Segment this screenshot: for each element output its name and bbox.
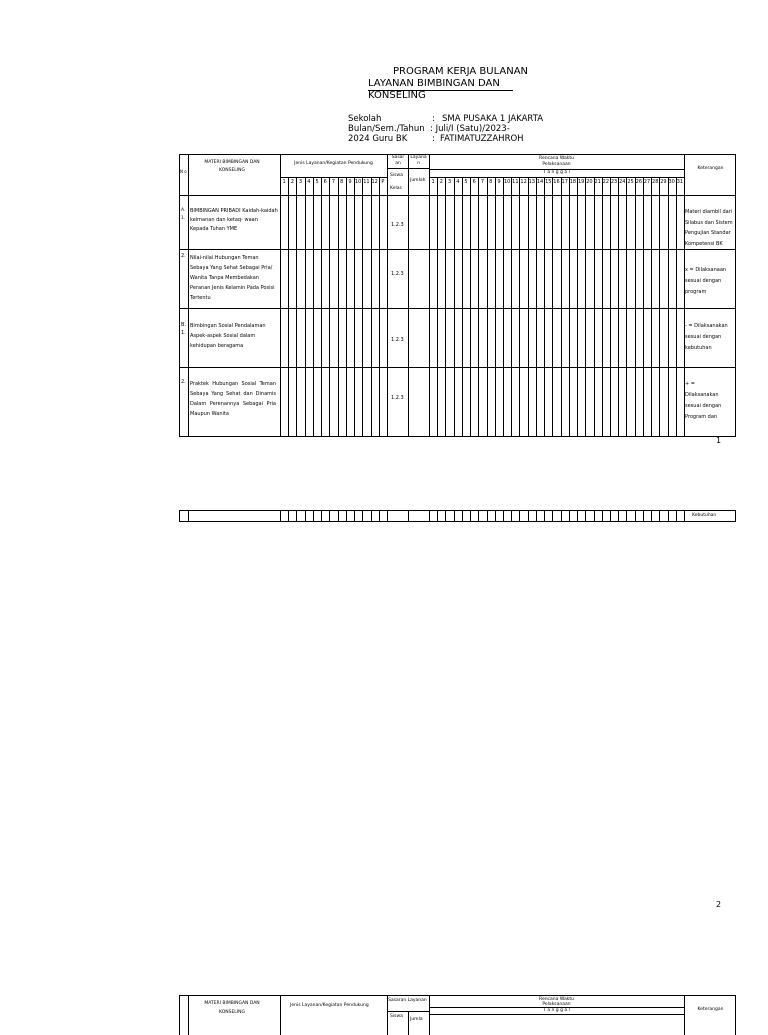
grid-line [495,511,496,521]
col-keterangan-label: Keterangan [697,166,724,171]
day-number: 3 [298,179,303,185]
grid-line [594,511,595,521]
grid-line [503,177,504,436]
day-number: 10 [503,179,511,185]
grid-line [577,177,578,436]
day-number: 9 [497,179,501,185]
grid-line [329,177,330,436]
grid-line [346,177,347,436]
day-number: 11 [363,179,370,185]
day-number: 12 [520,179,527,185]
grid-line [668,511,669,521]
row-4-keterangan: + = Dilaksanakan sesuai dengan Program dan [685,381,722,420]
grid-line [643,177,644,436]
grid-line [519,511,520,521]
day-number: 27 [643,179,651,185]
grid-line [626,177,627,436]
grid-line [379,511,380,521]
day-number: 4 [456,179,460,185]
day-number: 13 [528,179,535,185]
grid-line [544,177,545,436]
page-number-1: 1 [716,436,722,445]
day-number: 7 [480,179,485,185]
day-number: 10 [354,179,362,185]
row-4-no: 2. [181,379,186,385]
page2-col-sasaran-label: Sasaran Layanan [388,998,427,1003]
day-number: 4 [307,179,311,185]
day-number: 8 [489,179,493,185]
grid-line [462,511,463,521]
col-no-label: N o [180,169,187,174]
grid-line [487,511,488,521]
grid-line [338,177,339,436]
day-number: 16 [553,179,560,185]
grid-line [643,511,644,521]
guru-value: FATIMATUZZAHROH [440,134,524,144]
grid-line [454,511,455,521]
grid-line [668,177,669,436]
day-number: 11 [512,179,519,185]
grid-line [305,511,306,521]
grid-line [470,511,471,521]
grid-line [321,177,322,436]
grid-line [511,511,512,521]
guru-sep: : [432,134,435,144]
grid-line [288,177,289,436]
grid-line [561,177,562,436]
page2-col-siswa-label: Siswa [390,1014,403,1019]
grid-line [354,511,355,521]
col-rencana-label: Rencana Waktu Pelaksanaan [539,156,574,167]
row-1-materi: BIMBINGAN PRIBADI Kaidah-kaidah keimanan dan ketaq- waan Kepada Tuhan YME [190,208,278,232]
grid-line [470,177,471,436]
row-4-materi: Praktek Hubungan Sosial Teman Sebaya Yang Sehat dan Dinamis Dalam Perenannya Sebagai Pria Maupun Wanita [190,381,276,417]
day-number: 2 [439,179,443,185]
document-subtitle-line2: KONSELING [368,90,426,101]
grid-line [338,511,339,521]
grid-line [519,177,520,436]
page2-col-keterangan-label: Keterangan [697,1007,724,1012]
sekolah-sep: : [432,114,435,124]
grid-line [354,177,355,436]
grid-line [495,177,496,436]
grid-line [346,511,347,521]
day-number: 28 [652,179,659,185]
row-4-kelas: 1.2.3 [391,395,404,401]
grid-line [635,511,636,521]
row-3-kelas: 1.2.3 [391,337,404,343]
grid-line [610,177,611,436]
sekolah-value: SMA PUSAKA 1 JAKARTA [442,114,544,124]
grid-line [585,511,586,521]
day-number: 31 [676,179,684,185]
continuation-keterangan: Kebutuhan [692,513,717,518]
day-number: 12 [371,179,378,185]
row-3-no: B. 1. [181,322,187,336]
grid-line [296,177,297,436]
day-number: 6 [472,179,476,185]
grid-line [313,511,314,521]
grid-line [585,177,586,436]
day-number: 5 [464,179,468,185]
grid-line [552,511,553,521]
grid-line [618,177,619,436]
col-siswa-label: Siswa Kelas [390,173,403,191]
grid-line [635,177,636,436]
grid-line [536,511,537,521]
row-2-kelas: 1.2.3 [391,271,404,277]
program-table [179,154,736,437]
bulan-label: Bulan/Sem./Tahun [348,124,425,134]
grid-line [602,177,603,436]
page2-table [179,995,736,1035]
day-number: 20 [586,179,593,185]
day-number: 24 [619,179,626,185]
day-number: 23 [610,179,618,185]
day-number: P [381,179,385,185]
grid-line [288,511,289,521]
day-number: 7 [331,179,336,185]
day-number: 25 [627,179,634,185]
grid-line [544,511,545,521]
row-1-no: A. 1. [181,208,186,221]
page2-col-jumlah-label: Jumla [410,1017,423,1022]
row-3-materi: Bimbingan Sosial Pendalaman Aspek-aspek Sosial dalam kehidupan beragama [190,323,266,349]
grid-line [478,511,479,521]
grid-line [626,511,627,521]
col-sasaran-label: Sasar an [391,155,405,166]
grid-line [561,511,562,521]
day-number: 8 [340,179,344,185]
day-number: 1 [431,179,435,185]
col-jumlah-label: Jumlah [410,178,426,183]
day-number: 6 [323,179,327,185]
day-number: 19 [577,179,585,185]
grid-line [676,177,677,436]
day-number: 18 [569,179,577,185]
document-title: PROGRAM KERJA BULANAN [393,66,529,77]
day-number: 5 [315,179,319,185]
page2-col-tanggal-label: T a n g g a l [543,1008,570,1013]
grid-line [676,511,677,521]
day-number: 29 [660,179,667,185]
day-number: 3 [447,179,452,185]
grid-line [487,177,488,436]
guru-line: 2024 Guru BK [348,134,408,144]
day-number: 22 [602,179,610,185]
row-2-keterangan: x = Dilaksanaan sesuai dengan program [685,267,727,295]
grid-line [362,177,363,436]
page2-col-materi-label: MATERI BIMBINGAN DAN KONSELING [204,1001,260,1015]
col-materi-label: MATERI BIMBINGAN DAN KONSELING [204,160,260,173]
day-number: 17 [561,179,568,185]
grid-line [445,511,446,521]
grid-line [437,511,438,521]
day-number: 2 [290,179,294,185]
grid-line [651,177,652,436]
grid-line [379,177,380,436]
day-number: 15 [545,179,552,185]
grid-line [618,511,619,521]
row-1-kelas: 1.2.3 [391,222,404,228]
col-jenis-label: Jenis Layanan/Kegiatan Pendukung [294,161,373,166]
grid-line [445,177,446,436]
grid-line [329,511,330,521]
day-number: 9 [348,179,352,185]
page2-col-jenis-label: Jenis Layanan/Kegiatan Pendukung [290,1003,369,1008]
page-number-2: 2 [716,900,722,909]
grid-line [602,511,603,521]
sekolah-label: Sekolah [348,114,382,124]
grid-line [296,511,297,521]
grid-line [651,511,652,521]
day-number: 30 [668,179,675,185]
page2-col-rencana-label: Rencana Waktu Pelaksanaan [539,997,574,1007]
continuation-row [179,510,736,522]
grid-line [371,177,372,436]
grid-line [536,177,537,436]
grid-line [371,511,372,521]
day-number: 21 [594,179,601,185]
grid-line [462,177,463,436]
grid-line [511,177,512,436]
grid-line [528,177,529,436]
row-1-keterangan: Materi diambil dari Silabus dan Sistem Pengujian Standar Kompetensi BK [685,209,733,247]
grid-line [577,511,578,521]
grid-line [321,511,322,521]
grid-line [437,177,438,436]
document-subtitle-line1: LAYANAN BIMBINGAN DAN [368,78,513,91]
grid-line [313,177,314,436]
bulan-value: : Juli/I (Satu)/2023- [430,124,510,134]
grid-line [659,511,660,521]
grid-line [503,511,504,521]
col-layanan-label: Layana n [410,155,427,166]
day-number: 14 [536,179,544,185]
grid-line [569,177,570,436]
day-number: 26 [635,179,642,185]
row-2-materi: Nilai-nilai Hubungan Teman Sebaya Yang Sehat Sebagai Pria/ Wanita Tanpa Membedakan Peranan Jenis Kelamin Pada Posisi Tertentu [190,255,275,301]
grid-line [362,511,363,521]
col-tanggal-label: T a n g g a l [543,170,570,175]
row-2-no: 2. [181,253,186,259]
grid-line [528,511,529,521]
grid-line [478,177,479,436]
grid-line [610,511,611,521]
row-3-keterangan: - = Dilaksanakan sesuai dengan kebutuhan [685,323,728,351]
grid-line [305,177,306,436]
grid-line [569,511,570,521]
grid-line [659,177,660,436]
day-number: 1 [282,179,286,185]
grid-line [552,177,553,436]
grid-line [594,177,595,436]
grid-line [454,177,455,436]
